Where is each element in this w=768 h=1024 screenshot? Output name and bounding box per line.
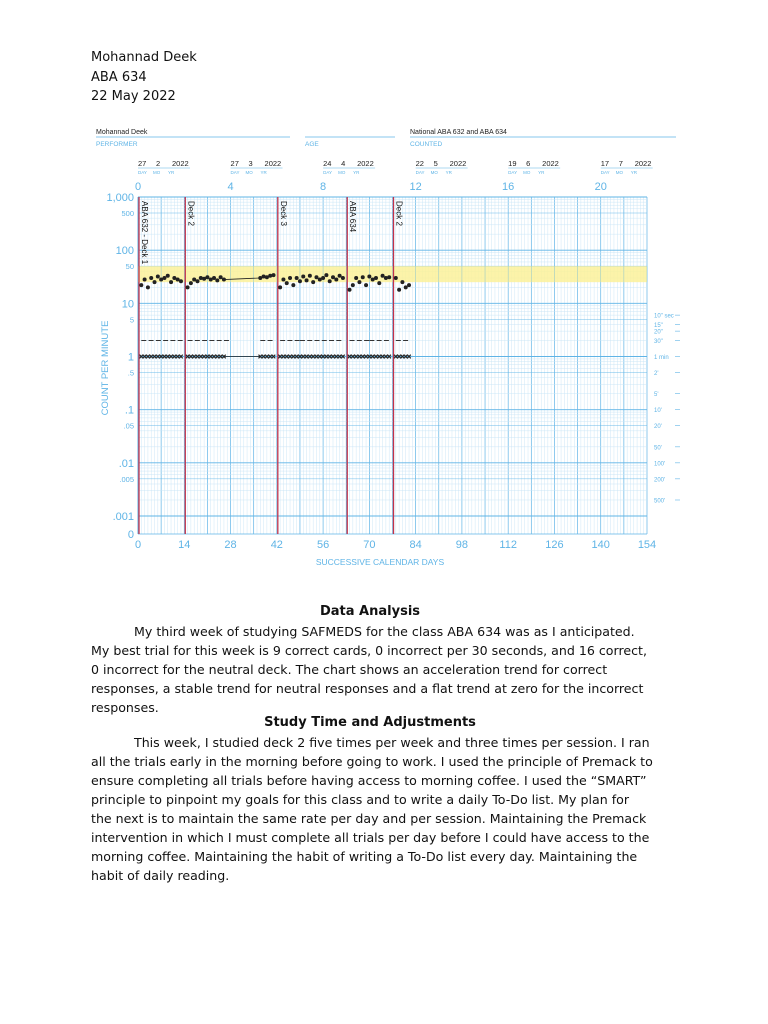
- date-sub-label: DAY: [600, 170, 610, 175]
- correct-point: [288, 276, 292, 280]
- date-sub-label: MO: [615, 170, 623, 175]
- date-sub-label: DAY: [508, 170, 518, 175]
- date-year: 2022: [172, 159, 189, 168]
- correct-point: [381, 274, 385, 278]
- correct-point: [219, 275, 223, 279]
- x-tick-label: 140: [591, 539, 610, 551]
- x-tick-label: 126: [545, 539, 564, 551]
- date-year: 2022: [449, 159, 467, 168]
- analysis-title: Data Analysis: [319, 604, 421, 619]
- correct-point: [139, 283, 143, 287]
- date-day: 17: [600, 159, 610, 168]
- author-name: Mohannad Deek: [91, 50, 197, 65]
- date-sub-label: YR: [260, 170, 267, 175]
- date-sub-label: MO: [430, 170, 438, 175]
- correct-point: [321, 276, 325, 280]
- phase-change-lines: [139, 197, 394, 534]
- y-tick-label: .001: [112, 511, 134, 523]
- correct-point: [205, 275, 209, 279]
- date-block: [601, 159, 653, 175]
- standard-celeration-chart: [90, 118, 680, 570]
- correct-point: [215, 278, 219, 282]
- x-tick-label: 14: [178, 539, 191, 551]
- x-axis-label: SUCCESSIVE CALENDAR DAYS: [315, 557, 445, 567]
- x-tick-labels: [135, 539, 656, 551]
- date-day: 19: [508, 159, 517, 168]
- correct-point: [189, 281, 193, 285]
- correct-point: [212, 276, 216, 280]
- correct-point: [166, 274, 170, 278]
- right-tick-label: 30": [654, 338, 663, 345]
- correct-point: [367, 274, 371, 278]
- correct-point: [186, 285, 190, 289]
- correct-point: [301, 274, 305, 278]
- correct-point: [331, 275, 335, 279]
- x-tick-label: 56: [316, 539, 330, 551]
- x-tick-label: 98: [455, 539, 469, 551]
- date-day: 27: [230, 159, 239, 168]
- date-block: [323, 159, 375, 175]
- age-label: AGE: [305, 141, 319, 148]
- correct-point: [298, 279, 302, 283]
- counted-label: COUNTED: [410, 141, 443, 148]
- date-month: 4: [341, 159, 346, 168]
- correct-point: [285, 281, 289, 285]
- correct-point: [281, 278, 285, 282]
- correct-point: [268, 274, 272, 278]
- top-week-tick: 8: [320, 181, 327, 193]
- right-tick-label: 1 min: [654, 355, 669, 361]
- x-tick-label: 154: [637, 539, 657, 551]
- correct-point: [314, 275, 318, 279]
- analysis-paragraph: My third week of studying SAFMEDS for the class ABA 634 was as I anticipated. My best trial for this week is 9 correct cards, 0 incorrect per 30 seconds, and 16 correct, 0 incorrect for the neutral deck. The chart shows an acceleration trend for correct responses, a stable trend for neutral responses and a flat trend at zero for the incorrect responses.: [91, 624, 647, 715]
- date-sub-label: YR: [630, 170, 637, 175]
- correct-point: [348, 288, 352, 292]
- right-tick-label: 5': [654, 392, 659, 399]
- date-month: 7: [618, 159, 623, 168]
- correct-point: [328, 279, 332, 283]
- date-sub-label: DAY: [138, 170, 147, 175]
- y-tick-label: 1: [127, 351, 134, 364]
- counted-value: National ABA 632 and ABA 634: [410, 129, 507, 136]
- top-week-ticks: [135, 181, 607, 193]
- y-tick-label: 5: [129, 315, 134, 325]
- y-tick-label: 10: [121, 298, 134, 311]
- right-tick-labels: [654, 314, 680, 505]
- x-tick-label: 70: [363, 539, 376, 551]
- date-day: 27: [138, 159, 147, 168]
- correct-point: [374, 276, 378, 280]
- correct-point: [357, 280, 361, 284]
- x-tick-label: 42: [270, 539, 283, 551]
- right-tick-label: 10" sec: [654, 313, 674, 320]
- document-date: 22 May 2022: [91, 89, 176, 104]
- correct-point: [156, 274, 160, 278]
- phase-label: ABA 634: [348, 201, 358, 233]
- y-tick-label: 0: [127, 529, 134, 541]
- correct-point: [387, 275, 391, 279]
- correct-point: [404, 285, 408, 289]
- date-year: 2022: [264, 159, 282, 168]
- correct-point: [295, 276, 299, 280]
- correct-point: [354, 276, 358, 280]
- y-tick-label: 100: [115, 245, 134, 258]
- date-sub-label: DAY: [415, 170, 425, 175]
- date-year: 2022: [542, 159, 559, 168]
- y-tick-label: .1: [124, 404, 134, 417]
- correct-point: [195, 279, 199, 283]
- date-block: [231, 159, 283, 175]
- correct-point: [305, 278, 309, 282]
- x-tick-label: 0: [134, 539, 142, 551]
- right-tick-label: 200': [654, 477, 666, 484]
- phase-label: Deck 2: [394, 201, 404, 226]
- correct-point: [311, 280, 315, 284]
- correct-point: [169, 280, 173, 284]
- date-sub-label: YR: [445, 170, 452, 175]
- y-tick-label: 50: [125, 262, 134, 272]
- correct-point: [397, 288, 401, 292]
- study-title: Study Time and Adjustments: [264, 715, 476, 730]
- right-tick-label: 10': [654, 408, 662, 415]
- course-name: ABA 634: [91, 69, 147, 85]
- correct-point: [407, 283, 411, 287]
- date-block: [138, 159, 190, 175]
- performer-value: Mohannad Deek: [96, 129, 148, 136]
- correct-point: [179, 279, 183, 283]
- correct-point: [377, 281, 381, 285]
- correct-point: [351, 283, 355, 287]
- right-tick-label: 50': [654, 445, 662, 452]
- date-sub-label: MO: [153, 170, 161, 175]
- correct-point: [341, 276, 345, 280]
- top-week-tick: 20: [594, 181, 607, 193]
- x-tick-label: 84: [409, 539, 422, 551]
- correct-point: [361, 275, 365, 279]
- correct-point: [162, 276, 166, 280]
- data-marks: [139, 273, 411, 358]
- correct-point: [308, 274, 312, 278]
- date-month: 2: [156, 159, 161, 168]
- performer-label: PERFORMER: [96, 141, 138, 148]
- y-tick-label: 500: [121, 209, 134, 219]
- y-tick-label: 1,000: [106, 192, 134, 204]
- top-week-tick: 0: [134, 181, 142, 193]
- date-sub-label: MO: [523, 170, 531, 175]
- right-tick-label: 20': [654, 424, 662, 431]
- date-month: 6: [526, 159, 531, 168]
- y-tick-label: .01: [118, 457, 134, 470]
- date-month: 5: [433, 159, 438, 168]
- correct-point: [199, 276, 203, 280]
- phase-label: Deck 2: [186, 201, 196, 226]
- correct-point: [334, 278, 338, 282]
- correct-point: [338, 274, 342, 278]
- right-tick-label: 20": [654, 329, 663, 336]
- right-tick-label: 2': [654, 371, 659, 378]
- phase-label: ABA 632 - Deck 1: [140, 201, 149, 265]
- date-sub-label: MO: [245, 170, 253, 175]
- correct-point: [149, 276, 153, 280]
- right-tick-label: 15": [654, 322, 663, 329]
- date-year: 2022: [634, 159, 652, 168]
- date-sub-label: MO: [338, 170, 346, 175]
- correct-point: [384, 276, 388, 280]
- date-year: 2022: [357, 159, 374, 168]
- correct-point: [400, 280, 404, 284]
- correct-point: [291, 283, 295, 287]
- y-tick-label: .005: [119, 474, 134, 484]
- correct-point: [272, 273, 276, 277]
- y-tick-label: .5: [127, 368, 134, 378]
- top-week-tick: 16: [502, 181, 515, 193]
- date-block: [416, 159, 468, 175]
- correct-point: [153, 280, 157, 284]
- x-tick-label: 112: [499, 539, 517, 551]
- date-month: 3: [248, 159, 253, 168]
- date-day: 24: [323, 159, 332, 168]
- y-tick-label: .05: [123, 421, 134, 431]
- document-header: [91, 48, 197, 107]
- correct-point: [394, 276, 398, 280]
- right-tick-label: 100': [654, 461, 666, 468]
- correct-point: [262, 274, 266, 278]
- correct-point: [143, 278, 147, 282]
- x-tick-label: 28: [224, 539, 237, 551]
- top-week-tick: 4: [227, 181, 234, 193]
- date-sub-label: DAY: [323, 170, 333, 175]
- correct-point: [324, 273, 328, 277]
- date-blocks: [138, 159, 653, 175]
- date-sub-label: DAY: [230, 170, 240, 175]
- right-tick-label: 500': [654, 498, 666, 505]
- study-paragraph: This week, I studied deck 2 five times per week and three times per session. I ran all the trials early in the morning before going to work. I used the principle of Premack to ensure completing all trials before having access to morning coffee. I used the “SMART” principle to pinpoint my goals for this class and to write a daily To-Do list. My plan for the next is to maintain the same rate per day and per session. Maintaining the Premack intervention in which I must complete all trials per day before I could have access to the morning coffee. Maintaining the habit of writing a To-Do list every day. Maintaining the habit of daily reading.: [91, 735, 653, 883]
- correct-point: [364, 283, 368, 287]
- chart-grid: [138, 197, 647, 534]
- date-sub-label: YR: [168, 170, 175, 175]
- top-week-tick: 12: [409, 181, 422, 193]
- date-sub-label: YR: [353, 170, 360, 175]
- date-day: 22: [415, 159, 424, 168]
- date-block: [508, 159, 560, 175]
- date-sub-label: YR: [538, 170, 545, 175]
- y-axis-label: COUNT PER MINUTE: [100, 320, 111, 416]
- correct-point: [278, 285, 282, 289]
- phase-label: Deck 3: [278, 201, 288, 226]
- correct-point: [146, 285, 150, 289]
